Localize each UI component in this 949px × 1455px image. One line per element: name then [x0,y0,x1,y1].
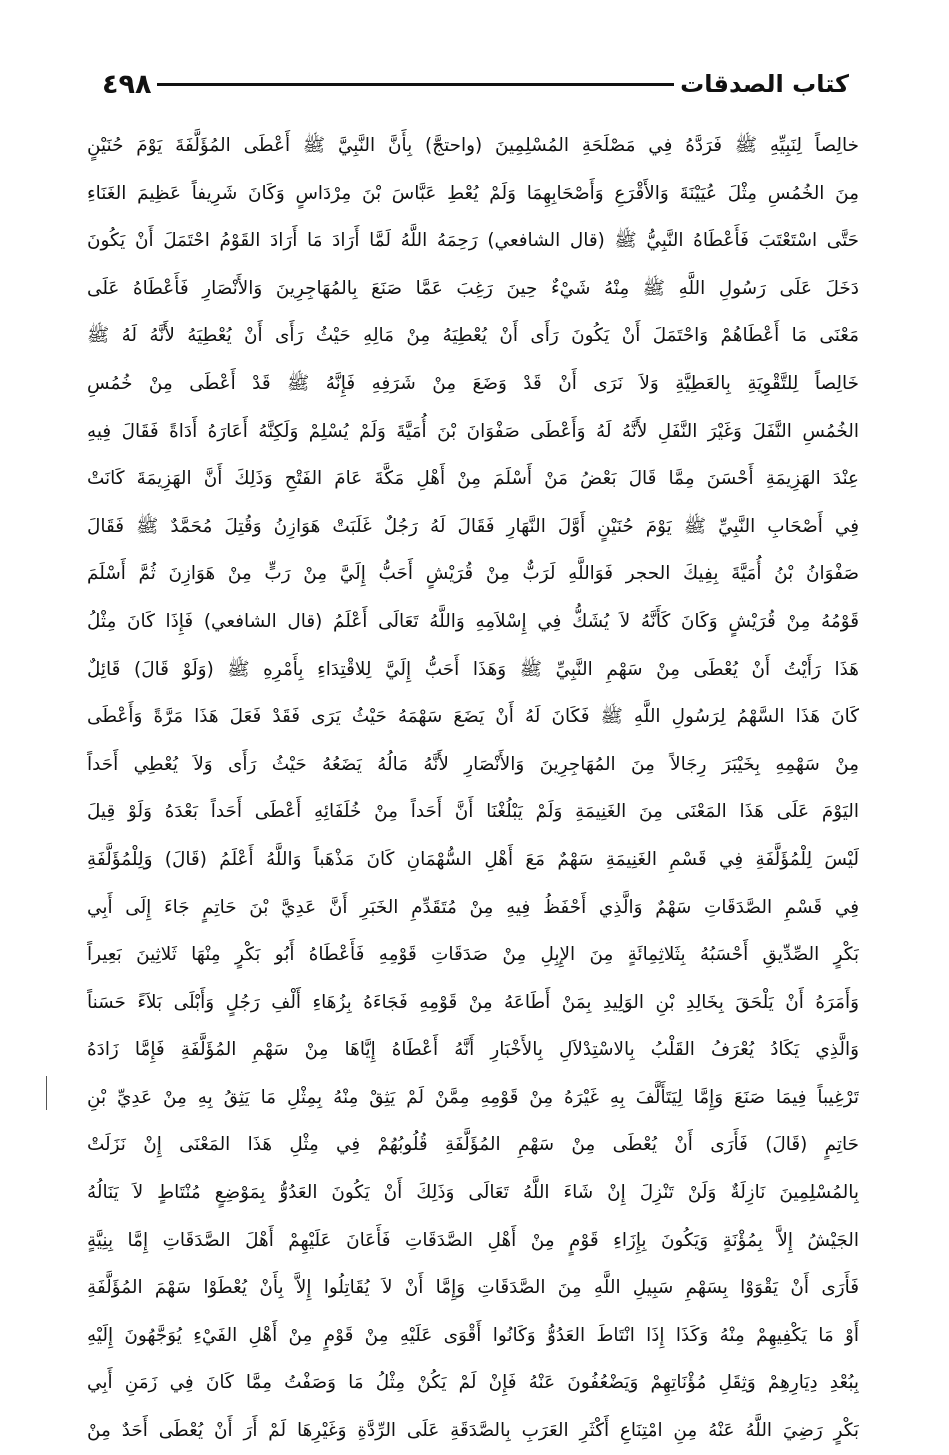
text-line: هَذَا رَأَيْتُ أَنْ يُعْطَى مِنْ سَهْمِ النَّبِيِّ ﷺ وَهَذَا أَحَبُّ إِلَيَّ لِلاقْتِدَاءِ بِأَمْرِهِ ﷺ (وَلَوْ قَالَ) قَائِلٌ [87,658,859,680]
text-line: مِنْ سَهْمِهِ بِخَيْبَرَ رِجَالاً مِنَ المُهَاجِرِينَ وَالأَنْصَارِ لأَنَّهُ مَالُهُ يَضَعُهُ حَيْثُ رَأَى وَلاَ يُعْطِي أَحَداً [87,753,859,775]
page-number: ٤٩٨ [102,68,152,100]
text-line: حَاتِمٍ (قَالَ) فَأَرَى أَنْ يُعْطَى مِنْ سَهْمِ المُؤَلَّفَةِ قُلُوبُهُمْ فِي مِثْلِ هَذَا المَعْنَى إِنْ نَزَلَتْ [87,1134,859,1156]
text-line: حَتَّى اسْتَعْتَبَ فَأَعْطَاهُ النَّبِيُّ ﷺ (قال الشافعي) رَحِمَهُ اللَّهُ لَمَّا أَرَادَ مَا أَرَادَ القَوْمُ احْتَمَلَ أَنْ يَكُونَ [87,230,859,252]
text-line: مِنَ الخُمُسِ مِثْلَ عُيَيْنَةَ وَالأَقْرَعِ وَأَصْحَابِهِمَا وَلَمْ يُعْطِ عَبَّاسَ بْنَ مِرْدَاسٍ وَكَانَ شَرِيفاً عَظِيمَ الغَنَاءِ [87,182,859,204]
text-line: وَالَّذِي يَكَادُ يُعْرَفُ القَلْبُ بِالاسْتِدْلاَلِ بِالأَخْبَارِ أَنَّهُ أَعْطَاهُ إِيَّاهَا مِنْ سَهْمِ المُؤَلَّفَةِ فَإِمَّا زَادَهُ [87,1039,859,1061]
text-line: اليَوْمَ عَلَى هَذَا المَعْنَى مِنَ الغَنِيمَةِ وَلَمْ يَبْلُغْنَا أَنَّ أَحَداً مِنْ خُلَفَائِهِ أَعْطَى أَحَداً بَعْدَهُ وَلَوْ قِيلَ [87,801,859,823]
text-line: لَيْسَ لِلْمُؤَلَّفَةِ فِي قَسْمِ الغَنِيمَةِ سَهْمٌ مَعَ أَهْلِ السُّهْمَانِ كَانَ مَذْهَباً وَاللَّهُ أَعْلَمُ (قَالَ) وَلِلْمُؤَلَّفَةِ [87,848,859,870]
body-text [87,122,859,1455]
text-line: خَالِصاً لِلتَّقْوِيَةِ بِالعَطِيَّةِ وَلاَ نَرَى أَنْ قَدْ وَضَعَ مِنْ شَرَفِهِ فَإِنَّهُ ﷺ قَدْ أَعْطَى مِنْ خُمُسِ [87,372,859,394]
text-line: أَوْ مَا يَكْفِيهِمْ مِنْهُ وَكَذَا إِذَا انْتَاطَ العَدُوُّ وَكَانُوا أَقْوَى عَلَيْهِ مِنْ قَوْمٍ مِنْ أَهْلِ الفَيْءِ يُوَجَّهُونَ إِلَيْهِ [87,1324,859,1346]
page-header [92,62,859,106]
text-line: فِي أَصْحَابِ النَّبِيِّ ﷺ يَوْمَ حُنَيْنٍ أَوَّلَ النَّهَارِ فَقَالَ لَهُ رَجُلٌ غَلَبَتْ هَوَازِنُ وَقُتِلَ مُحَمَّدٌ ﷺ فَقَالَ [87,515,859,537]
text-line: الخُمُسِ النَّفَلَ وَغَيْرَ النَّفَلِ لأَنَّهُ لَهُ وَأَعْطَى صَفْوَانَ بْنَ أُمَيَّةَ وَلَمْ يُسْلِمْ وَلَكِنَّهُ أَعَارَهُ أَدَاةً فَقَالَ فِيهِ [87,420,859,442]
text-line: كَانَ هَذَا السَّهْمُ لِرَسُولِ اللَّهِ ﷺ فَكَانَ لَهُ أَنْ يَضَعَ سَهْمَهُ حَيْثُ يَرَى فَقَدْ فَعَلَ هَذَا مَرَّةً وَأَعْطَى [87,706,859,728]
text-line: فِي قَسْمِ الصَّدَقَاتِ سَهْمٌ وَالَّذِي أَحْفَظُ فِيهِ مِنْ مُتَقَدِّمِ الخَبَرِ أَنَّ عَدِيَّ بْنَ حَاتِمٍ جَاءَ إِلَى أَبِي [87,896,859,918]
text-line: بِالمُسْلِمِينَ نَازِلَةٌ وَلَنْ تَنْزِلَ إِنْ شَاءَ اللَّهُ تَعَالَى وَذَلِكَ أَنْ يَكُونَ العَدُوُّ بِمَوْضِعٍ مُنْتَاطٍ لاَ يَنَالُهُ [87,1182,859,1204]
text-line: صَفْوَانُ بْنُ أُمَيَّةَ بِفِيكَ الحجر فَوَاللَّهِ لَرَبٌّ مِنْ قُرَيْشٍ أَحَبُّ إِلَيَّ مِنْ رَبٍّ مِنْ هَوَازِنَ ثُمَّ أَسْلَمَ [87,563,859,585]
text-line: عِنْدَ الهَزِيمَةِ أَحْسَنَ مِمَّا قَالَ بَعْضُ مَنْ أَسْلَمَ مِنْ أَهْلِ مَكَّةَ عَامَ الفَتْحِ وَذَلِكَ أَنَّ الهَزِيمَةَ كَانَتْ [87,468,859,490]
text-line: بَكْرٍ رَضِيَ اللَّهُ عَنْهُ مِنِ امْتِنَاعِ أَكْثَرِ العَرَبِ بِالصَّدَقَةِ عَلَى الرِّدَّةِ وَغَيْرِهَا لَمْ أَرَ أَنْ يُعْطَى أَحَدٌ مِنْ [87,1420,859,1442]
margin-mark [46,1076,47,1110]
text-line: وَأَمَرَهُ أَنْ يَلْحَقَ بِخَالِدِ بْنِ الوَلِيدِ بِمَنْ أَطَاعَهُ مِنْ قَوْمِهِ فَجَاءَهُ بِزُهَاءِ أَلْفِ رَجُلٍ وَأَبْلَى بَلاَءً حَسَناً [87,991,859,1013]
text-line: تَرْغِيباً فِيمَا صَنَعَ وَإِمَّا لِيَتَأَلَّفَ بِهِ غَيْرَهُ مِنْ قَوْمِهِ مِمَّنْ لَمْ يَثِقْ مِنْهُ بِمِثْلِ مَا يَثِقُ بِهِ مِنْ عَدِيِّ بْنِ [87,1086,859,1108]
text-line: قَوْمُهُ مِنْ قُرَيْشٍ وَكَانَ كَأَنَّهُ لاَ يُشَكُّ فِي إِسْلاَمِهِ وَاللَّهُ تَعَالَى أَعْلَمُ (قال الشافعي) فَإِذَا كَانَ مِثْلُ [87,610,859,632]
text-line: بِبُعْدِ دِيَارِهِمْ وَثِقَلِ مُؤْنَاتِهِمْ وَيَضْعُفُونَ عَنْهُ فَإِنْ لَمْ يَكُنْ مِثْلُ مَا وَصَفْتُ مِمَّا كَانَ فِي زَمَنِ أَبِي [87,1372,859,1394]
text-line: دَخَلَ عَلَى رَسُولِ اللَّهِ ﷺ مِنْهُ شَيْءٌ حِينَ رَغِبَ عَمَّا صَنَعَ بِالمُهَاجِرِينَ وَالأَنْصَارِ فَأَعْطَاهُ عَلَى [87,277,859,299]
text-line: الجَيْشُ إِلاَّ بِمُؤْنَةٍ وَيَكُونَ بِإِزَاءِ قَوْمٍ مِنْ أَهْلِ الصَّدَقَاتِ فَأَعَانَ عَلَيْهِمْ أَهْلَ الصَّدَقَاتِ إِمَّا بِنِيَّةٍ [87,1229,859,1251]
text-line: بَكْرٍ الصِّدِّيقِ أَحْسَبُهُ بِثَلاثِمِائَةٍ مِنَ الإِبِلِ مِنْ صَدَقَاتِ قَوْمِهِ فَأَعْطَاهُ أَبُو بَكْرٍ مِنْهَا ثَلاثِينَ بَعِيراً [87,944,859,966]
text-line: فَأَرَى أَنْ يَقْوَوْا بِسَهْمِ سَبِيلِ اللَّهِ مِنَ الصَّدَقَاتِ وَإِمَّا أَنْ لاَ يُقَاتِلُوا إِلاَّ بِأَنْ يُعْطَوْا سَهْمَ المُؤَلَّفَةِ [87,1277,859,1299]
book-title: كتاب الصدقات [680,70,849,98]
text-line: مَعْنَى مَا أَعْطَاهُمْ وَاحْتَمَلَ أَنْ يَكُونَ رَأَى أَنْ يُعْطِيَهُ مِنْ مَالِهِ حَيْثُ رَأَى أَنْ يُعْطِيَهُ لأَنَّهُ لَهُ ﷺ [87,325,859,347]
text-line: خالِصاً لِنَبِيِّهِ ﷺ فَرَدَّهُ فِي مَصْلَحَةِ المُسْلِمِينَ (واحتجَّ) بِأَنَّ النَّبِيَّ ﷺ أَعْطَى المُؤَلَّفَةَ يَوْمَ حُنَيْنٍ [87,135,859,156]
header-rule [157,83,674,86]
